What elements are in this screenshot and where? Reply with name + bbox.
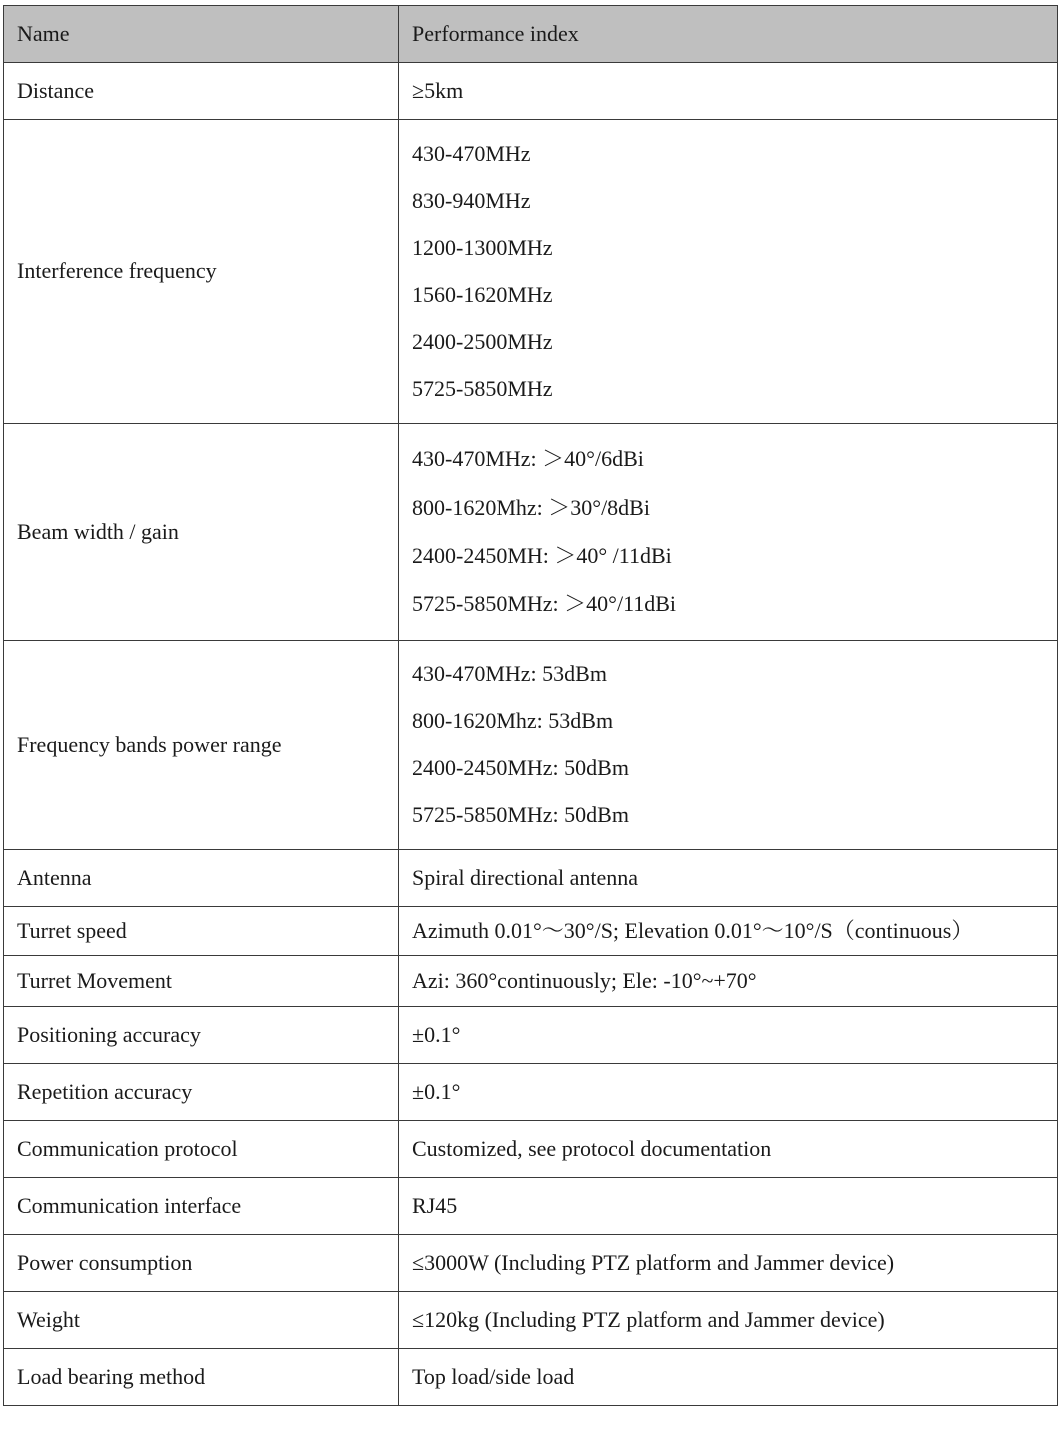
row-value: 5725-5850MHz: 50dBm [412, 802, 629, 828]
row-name: Load bearing method [4, 1349, 399, 1406]
row-name: Interference frequency [4, 120, 399, 424]
table-row [4, 641, 1058, 850]
table-row [4, 850, 1058, 907]
row-value: 800-1620Mhz: ＞30°/8dBi [412, 494, 650, 520]
row-name: Distance [4, 63, 399, 120]
row-value: 830-940MHz [412, 187, 531, 213]
table-row [4, 120, 1058, 424]
table-row [4, 907, 1058, 956]
row-value: 430-470MHz [412, 140, 531, 166]
row-values [399, 641, 1058, 850]
row-value: 800-1620Mhz: 53dBm [412, 708, 614, 734]
row-value: 2400-2500MHz [412, 328, 553, 354]
row-name: Turret speed [4, 907, 399, 956]
row-name: Power consumption [4, 1235, 399, 1292]
row-value: Spiral directional antenna [399, 850, 1058, 907]
header-name: Name [4, 6, 399, 63]
row-name: Weight [4, 1292, 399, 1349]
table-row [4, 424, 1058, 641]
table-row [4, 1292, 1058, 1349]
row-value: Azi: 360°continuously; Ele: -10°~+70° [399, 956, 1058, 1007]
table-row [4, 1235, 1058, 1292]
table-row [4, 956, 1058, 1007]
row-value: 1200-1300MHz [412, 234, 553, 260]
row-value: 2400-2450MHz: 50dBm [412, 755, 629, 781]
row-value: 430-470MHz: ＞40°/6dBi [412, 446, 644, 472]
table-row [4, 1007, 1058, 1064]
row-name: Repetition accuracy [4, 1064, 399, 1121]
row-name: Antenna [4, 850, 399, 907]
row-name: Communication protocol [4, 1121, 399, 1178]
row-value: ≤120kg (Including PTZ platform and Jammer device) [399, 1292, 1058, 1349]
row-value: 1560-1620MHz [412, 281, 553, 307]
row-values [399, 424, 1058, 641]
row-name: Communication interface [4, 1178, 399, 1235]
table-header-row [4, 6, 1058, 63]
table-row [4, 1349, 1058, 1406]
row-name: Turret Movement [4, 956, 399, 1007]
table-row [4, 1121, 1058, 1178]
row-name: Frequency bands power range [4, 641, 399, 850]
row-value: Top load/side load [399, 1349, 1058, 1406]
row-value: RJ45 [399, 1178, 1058, 1235]
table-row [4, 1064, 1058, 1121]
row-value: ±0.1° [399, 1007, 1058, 1064]
row-value: 2400-2450MH: ＞40° /11dBi [412, 543, 672, 569]
row-value: 5725-5850MHz: ＞40°/11dBi [412, 591, 677, 617]
row-value: 5725-5850MHz [412, 375, 553, 401]
row-value: ≥5km [399, 63, 1058, 120]
row-value: Customized, see protocol documentation [399, 1121, 1058, 1178]
row-value: ±0.1° [399, 1064, 1058, 1121]
row-value: Azimuth 0.01°～30°/S; Elevation 0.01°～10°/S（continuous） [399, 907, 1058, 956]
row-value: 430-470MHz: 53dBm [412, 661, 607, 687]
row-name: Beam width / gain [4, 424, 399, 641]
header-performance-index: Performance index [399, 6, 1058, 63]
table-row [4, 1178, 1058, 1235]
spec-table [3, 5, 1058, 1406]
row-name: Positioning accuracy [4, 1007, 399, 1064]
row-values [399, 120, 1058, 424]
table-row [4, 63, 1058, 120]
row-value: ≤3000W (Including PTZ platform and Jammer device) [399, 1235, 1058, 1292]
